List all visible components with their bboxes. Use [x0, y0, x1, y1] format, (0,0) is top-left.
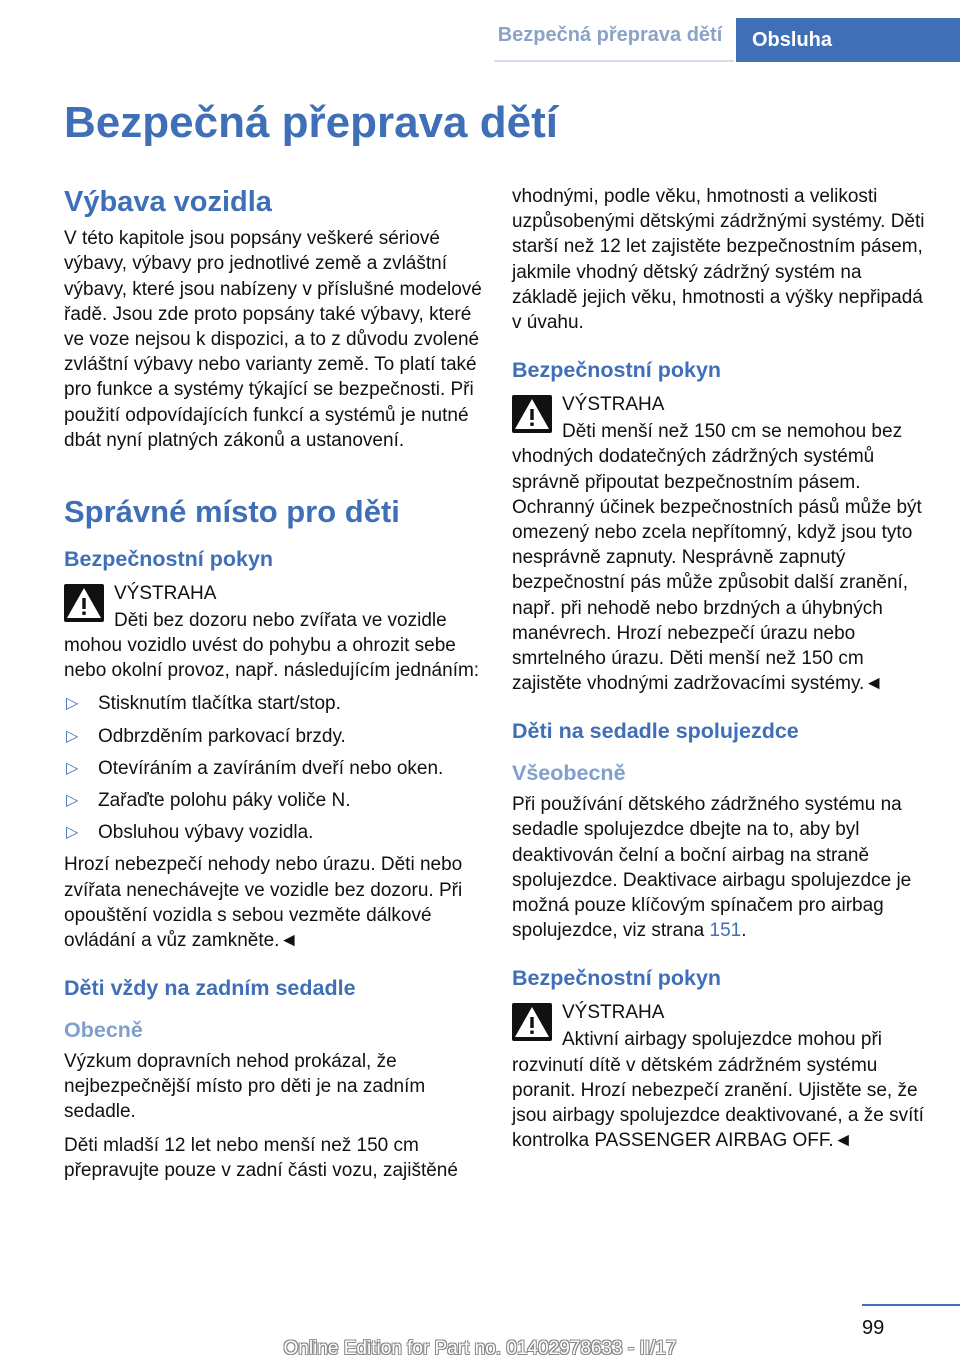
bullet-triangle-icon: ▷ [66, 791, 79, 809]
warning-bullet-list [64, 691, 484, 845]
heading-sedadlo-spolujezdce: Děti na sedadle spolujezdce [512, 719, 799, 744]
warning-text [64, 608, 484, 684]
list-item: ▷ Stisknutím tlačítka start/stop. [64, 691, 484, 716]
heading-vseobecne: Všeobecně [512, 761, 626, 786]
list-item: ▷ Otevíráním a zavíráním dveří nebo oken. [64, 756, 484, 781]
warning-block [64, 580, 484, 684]
heading-spravne-misto: Správné místo pro děti [64, 494, 400, 530]
paragraph-mladsi: Děti mladší 12 let nebo menší než 150 cm přepravujte pouze v zadní části vozu, zajištěné [64, 1134, 458, 1181]
paragraph-continuation: vhodnými, podle věku, hmotnosti a velikosti uzpůsobenými dětskými zádržnými systémy. Děti starší než 12 let zajistěte bezpečnostním pásem, jakmile vhodný dětský zádržný systém na základě jejich věku, hmotnosti a výšky nepřipadá v úvahu. [512, 186, 925, 334]
warning-label: VÝSTRAHA [562, 1002, 665, 1024]
warning-text-rest: mohou vozidlo uvést do pohybu a ohrozit sebe nebo okolní provoz, např. následujícím jednáním: [64, 634, 480, 682]
page-number: 99 [862, 1317, 885, 1339]
warning-triangle-icon [512, 395, 552, 433]
page-number-rule [862, 1304, 960, 1306]
warning-triangle-icon [64, 584, 104, 622]
heading-bezpecnostni-pokyn-1: Bezpečnostní pokyn [512, 358, 722, 383]
bullet-triangle-icon: ▷ [66, 695, 79, 713]
warning-text-rest: rozvinutí dítě v dětském zádržném systému poranit. Hrozí nebezpečí zranění. Ujistěte se, že jsou airbagy spolujezdce deaktivované, a že svítí kontrolka PASSENGER AIRBAG OFF.◄ [512, 1054, 924, 1152]
heading-zadni-sedadlo: Děti vždy na zadním sedadle [64, 976, 356, 1001]
bullet-triangle-icon: ▷ [66, 759, 79, 777]
bullet-triangle-icon: ▷ [66, 727, 79, 745]
paragraph-pouzivani: Při používání dětského zádržného systému na sedadle spolujezdce dbejte na to, aby byl deaktivován čelní a boční airbag na straně spolujezdce. Deaktivace airbagu spolujezdce je možná pouze klíčovým spínačem pro airbag spolujezdce, viz strana 151. [512, 794, 912, 942]
list-item: ▷ Obsluhou výbavy vozidla. [64, 820, 484, 845]
paragraph-hrozi: Hrozí nebezpečí nehody nebo úrazu. Děti nebo zvířata nenechávejte ve vozidle bez dozoru. Při opouštění vozidla s sebou vezměte dálkové ovládání a vůz zamkněte.◄ [64, 854, 463, 951]
warning-label: VÝSTRAHA [562, 394, 665, 416]
warning-text-first-line: Aktivní airbagy spolujezdce mohou při [562, 1029, 883, 1051]
page-reference-link[interactable]: 151 [709, 920, 742, 942]
header-divider [494, 60, 734, 62]
list-item: ▷ Odbrzděním parkovací brzdy. [64, 724, 484, 749]
heading-obecne: Obecně [64, 1018, 143, 1043]
warning-text [512, 1027, 928, 1153]
heading-bezpecnostni-pokyn: Bezpečnostní pokyn [64, 546, 274, 571]
warning-text [512, 419, 928, 696]
warning-triangle-icon [512, 1003, 552, 1041]
paragraph-vybava: V této kapitole jsou popsány veškeré sériové výbavy, výbavy pro jednotlivé země a zvláštní výbavy, které jsou nabízeny v příslušné modelové řadě. Jsou zde proto popsány také výbavy, které ve voze nejsou k dispozici, a to z důvodu zvolené zvláštní výbavy nebo varianty země. To platí také pro funkce a systémy týkající se bezpečnosti. Při použití odpovídajících funkcí a systémů je nutné dbát nyní platných zákonů a ustanovení. [64, 228, 482, 451]
header-section-title: Bezpečná přeprava dětí [497, 24, 723, 46]
header-chapter-tab: Obsluha [736, 18, 960, 62]
right-column [512, 184, 928, 1153]
paragraph-vyzkum: Výzkum dopravních nehod prokázal, že nejbezpečnější místo pro děti je na zadním sedadle. [64, 1051, 426, 1123]
page-title: Bezpečná přeprava dětí [64, 98, 558, 147]
warning-block [512, 391, 928, 696]
warning-text-rest: vhodných dodatečných zádržných systémů správně připoutat bezpečnostním pásem. Ochranný účinek bezpečnostních pásů může být omezený nebo zcela nepřítomný, když jsou tyto nesprávně zapnuty. Nesprávně zapnutý bezpečnostní pás může způsobit další zranění, např. při nehodě nebo brzdných a úhybných manévrech. Hrozí nebezpečí úrazu nebo smrtelného úrazu. Děti menší než 150 cm zajistěte vhodnými zadržovacími systémy.◄ [512, 446, 922, 695]
heading-bezpecnostni-pokyn-2: Bezpečnostní pokyn [512, 966, 722, 991]
warning-label: VÝSTRAHA [114, 582, 217, 604]
bullet-triangle-icon: ▷ [66, 824, 79, 842]
left-column [64, 184, 484, 1183]
list-item: ▷ Zařaďte polohu páky voliče N. [64, 788, 484, 813]
footer-edition: Online Edition for Part no. 01402978633 - II/17 [283, 1338, 677, 1359]
warning-text-first-line: Děti bez dozoru nebo zvířata ve vozidle [114, 609, 447, 631]
warning-block [512, 999, 928, 1153]
heading-vybava-vozidla: Výbava vozidla [64, 186, 272, 218]
warning-text-first-line: Děti menší než 150 cm se nemohou bez [562, 421, 903, 443]
